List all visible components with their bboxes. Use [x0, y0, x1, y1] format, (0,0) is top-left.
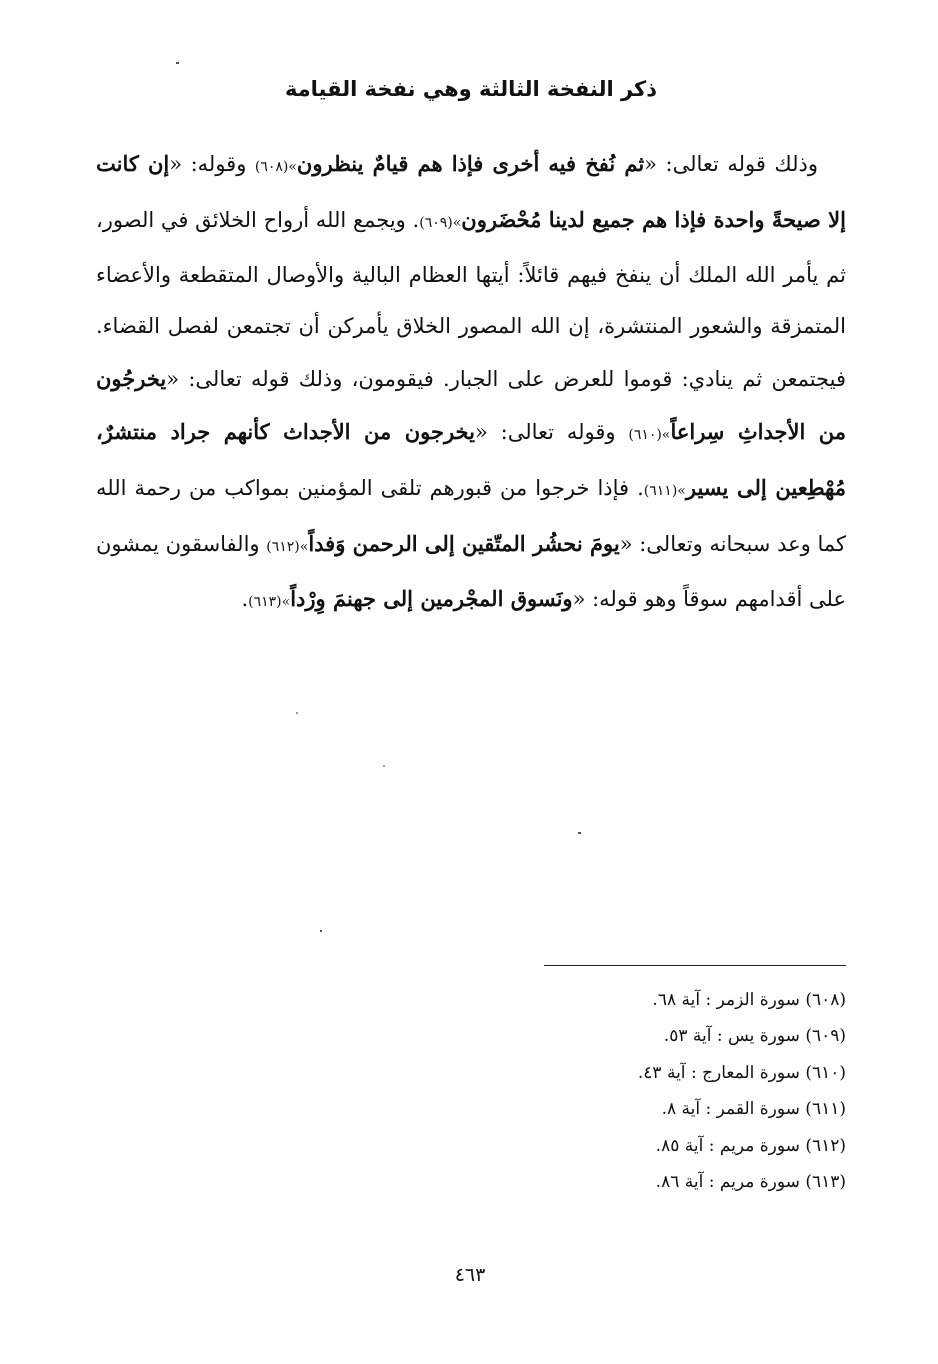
footnote-ref: »(٦١٢) — [266, 538, 309, 555]
scan-speck — [383, 765, 385, 767]
quran-quote: ثم نُفخ فيه أخرى فإذا هم قيامٌ ينظرون — [296, 151, 645, 176]
footnote-ref: »(٦٠٩) — [419, 214, 462, 231]
scan-speck — [320, 930, 322, 932]
footnote-item: (٦١٢) سورة مريم : آية ٨٥. — [655, 1135, 846, 1156]
text-segment: . — [241, 587, 249, 612]
text-segment: وقوله: « — [169, 152, 255, 176]
footnote-item: (٦١١) سورة القمر : آية ٨. — [661, 1099, 846, 1120]
footnote-item: (٦١٣) سورة مريم : آية ٨٦. — [655, 1172, 846, 1193]
quran-quote: ونَسوق المجْرمين إلى جهنمَ وِرْداً — [290, 586, 573, 612]
footnote-ref: »(٦١١) — [643, 482, 686, 499]
footnotes-list — [496, 982, 846, 1200]
footnote-item: (٦٠٩) سورة يس : آية ٥٣. — [663, 1026, 846, 1047]
text-segment: وذلك قوله تعالى: « — [644, 152, 818, 176]
footnote-ref: »(٦١٣) — [248, 594, 291, 611]
footnote-ref: »(٦١٠) — [628, 426, 671, 443]
scan-speck — [578, 832, 581, 834]
footnote-item: (٦١٠) سورة المعارج : آية ٤٣. — [637, 1062, 846, 1083]
text-segment: والفاسقون يمشون على أقدامهم سوقاً وهو قوله: « — [96, 531, 846, 612]
footnote-ref: »(٦٠٨) — [254, 159, 297, 175]
running-header-title: ذكر النفخة الثالثة وهي نفخة القيامة — [284, 77, 658, 101]
scan-speck — [296, 712, 298, 714]
page-number: ٤٦٣ — [454, 1264, 486, 1286]
text-segment: . ويجمع الله أرواح الخلائق في الصور، ثم يأمر الله الملك أن ينفخ فيهم قائلاً: أيتها العظام البالية والأوصال المتقطعة والأعضاء المتمزقة والشعور المنتشرة، إن الله المصور الخلاق يأمركن أن تجتمعن لفصل القضاء. فيجتمعن ثم ينادي: قوموا للعرض على الجبار. فيقومون، وذلك قوله تعالى: « — [96, 207, 846, 392]
text-segment: . فإذا خرجوا من قبورهم تلقى المؤمنين بمواكب من رحمة الله كما وعد سبحانه وتعالى: « — [96, 475, 846, 556]
quran-quote: يخرجُون من الأجداثِ سِراعاً — [96, 366, 846, 444]
main-paragraph — [96, 138, 846, 629]
scan-speck — [176, 62, 179, 64]
quran-quote: يومَ نحشُر المتّقين إلى الرحمن وَفداً — [308, 530, 620, 556]
footnote-item: (٦٠٨) سورة الزمر : آية ٦٨. — [652, 990, 846, 1010]
text-segment: وقوله تعالى: « — [474, 419, 629, 444]
quran-quote: إن كانت إلا صيحةً واحدة فإذا هم جميع لدينا مُحْضَرون — [96, 151, 846, 232]
footnote-separator — [544, 965, 846, 966]
quran-quote: يخرجون من الأجداث كأنهم جراد منتشرٌ، مُهْطِعين إلى يسير — [96, 418, 846, 500]
